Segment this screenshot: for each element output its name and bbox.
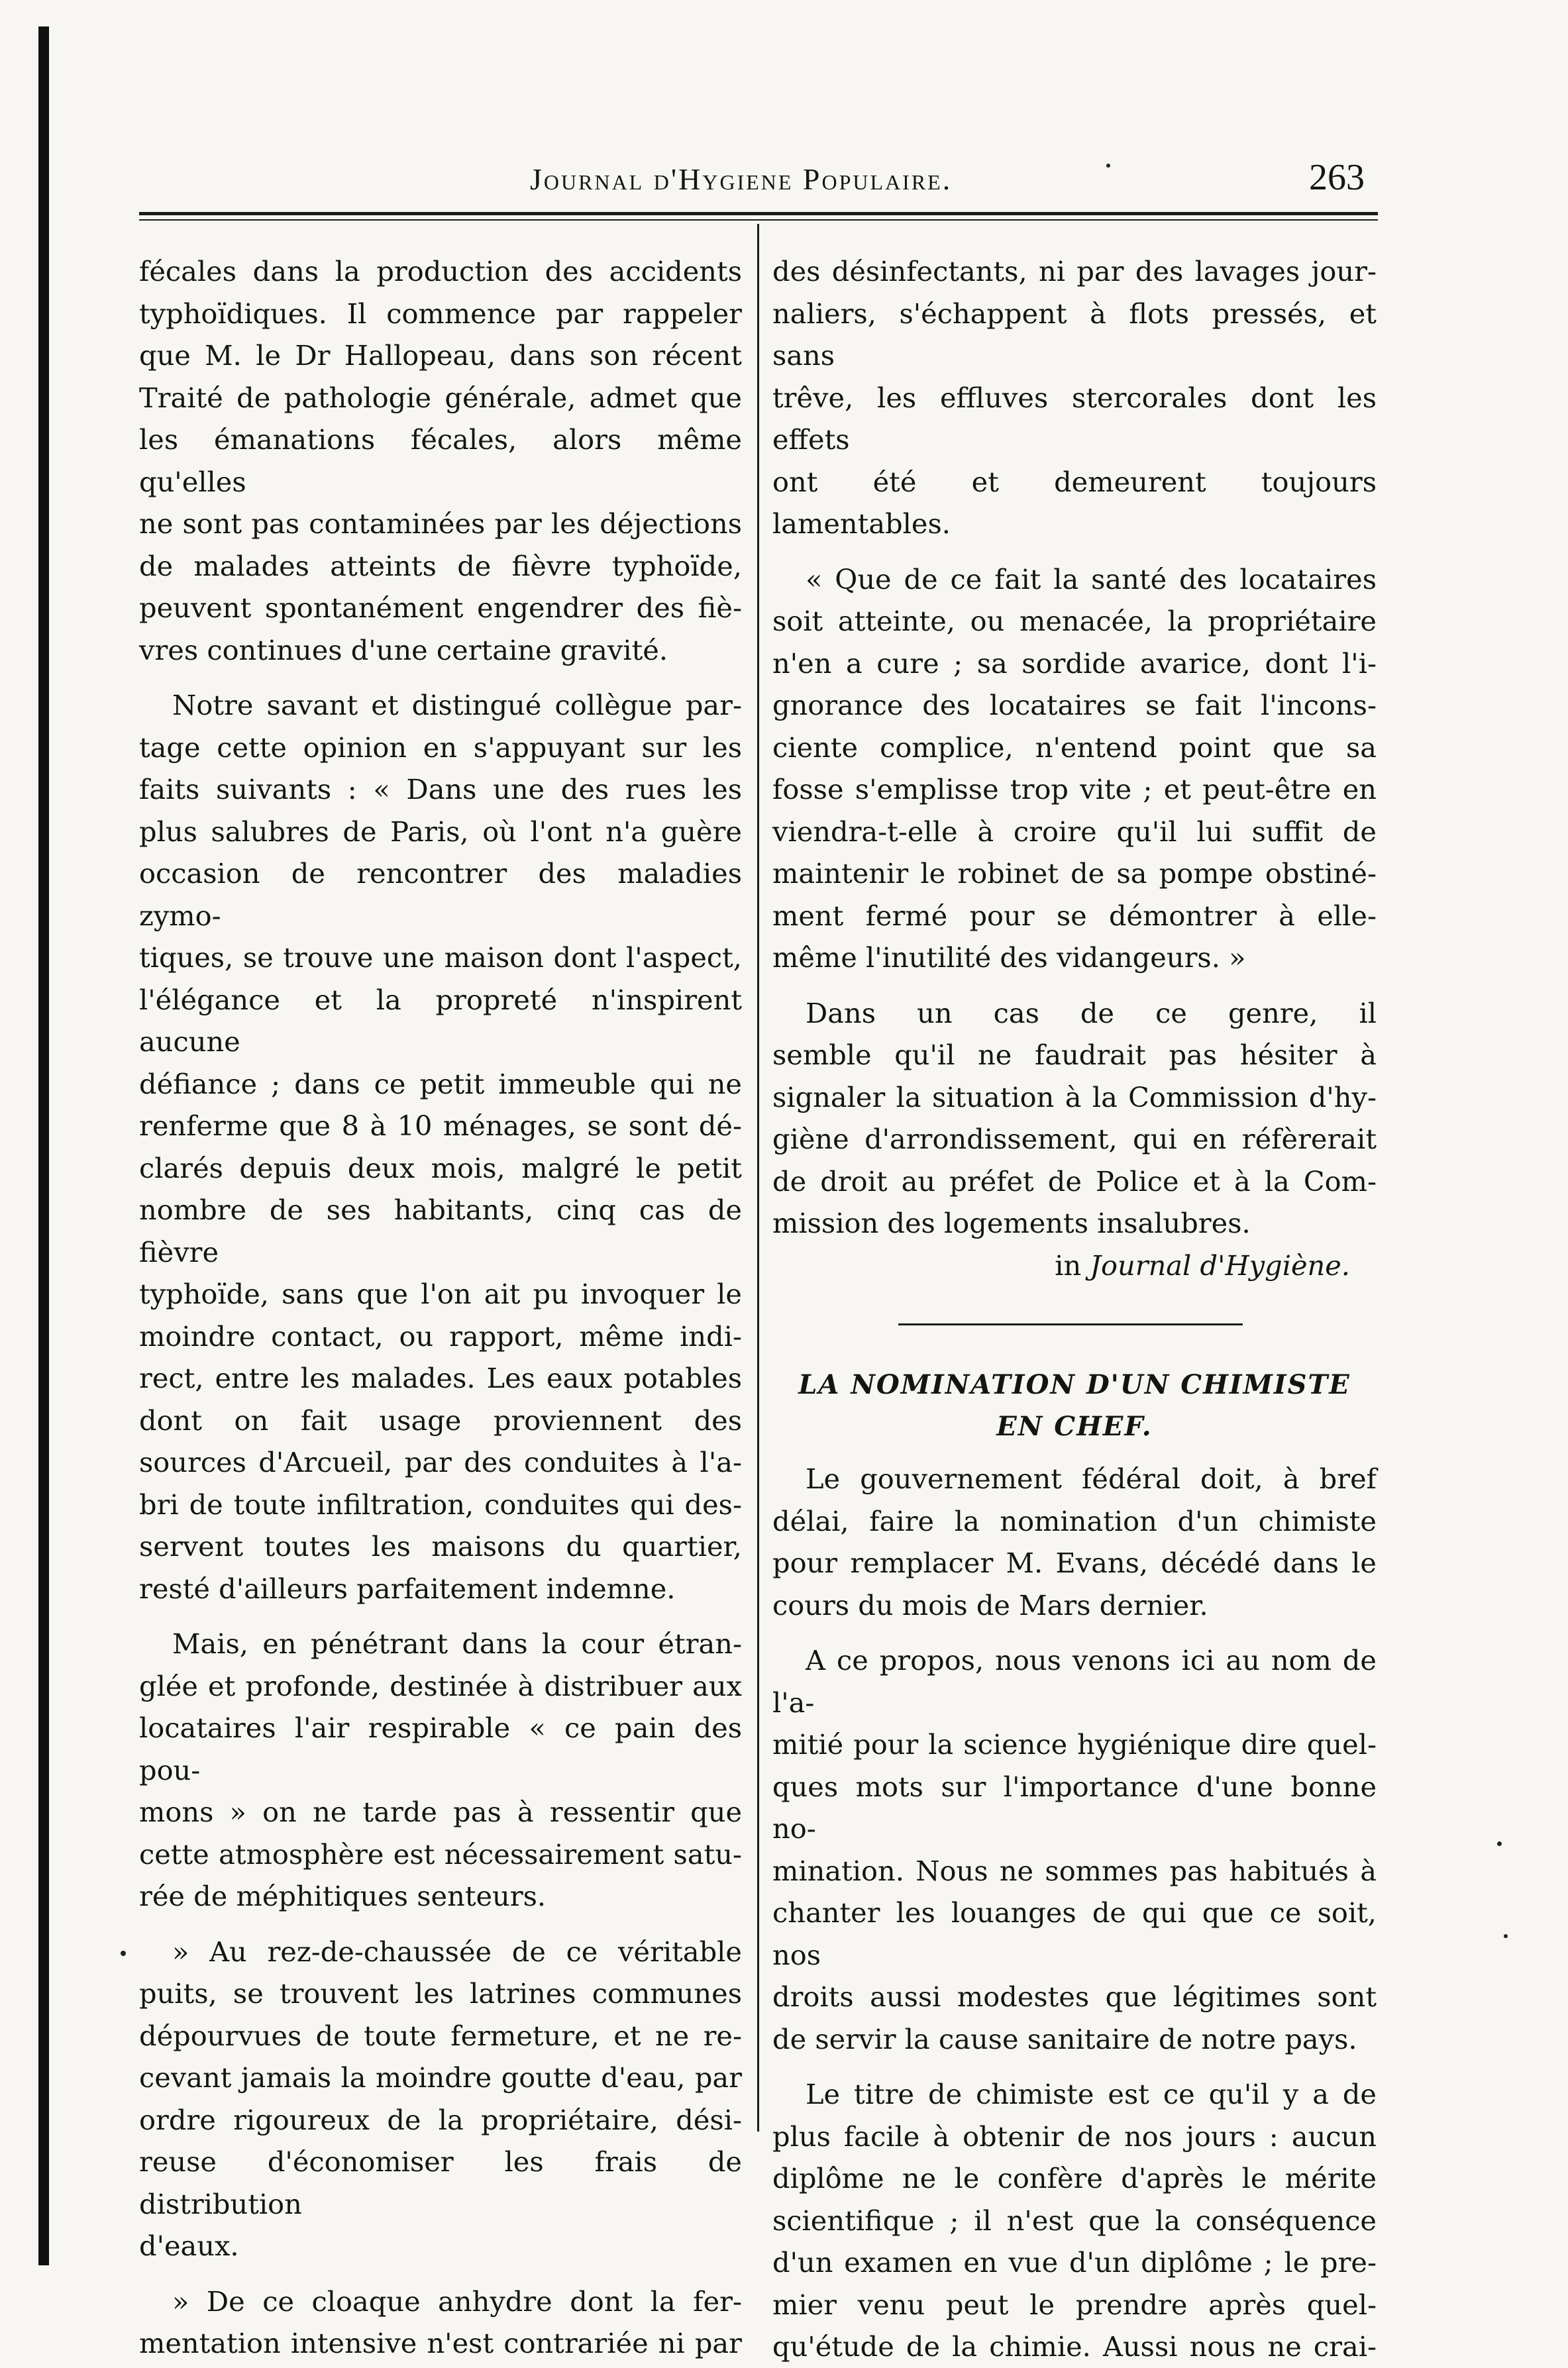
text-line: nombre de ses habitants, cinq cas de fièvre [139,1194,742,1268]
text-line: » De ce cloaque anhydre dont la fer- [172,2285,742,2318]
paragraph [139,1931,742,2267]
text-line: mination. Nous ne sommes pas habitués à [772,1854,1377,1887]
header-rule-thin [139,219,1378,221]
source-prefix: in [1055,1249,1090,1282]
text-line: Mais, en pénétrant dans la cour étran- [172,1627,742,1660]
text-line: puits, se trouvent les latrines communes [139,1977,742,2010]
text-line: des désinfectants, ni par des lavages jour- [772,255,1377,287]
page-header [139,156,1378,203]
text-line: typhoïdiques. Il commence par rappeler [139,297,742,330]
binding-edge [38,26,49,2265]
text-line: chanter les louanges de qui que ce soit, nos [772,1896,1377,1971]
text-line: Le titre de chimiste est ce qu'il y a de [806,2078,1377,2110]
article-body [772,1458,1377,2368]
margin-speck [1497,1841,1502,1846]
paragraph [772,558,1377,979]
source-journal-title: Journal d'Hygiène. [1090,1249,1350,1282]
text-line: même l'inutilité des vidangeurs. » [772,941,1246,974]
text-line: servent toutes les maisons du quartier, [139,1530,742,1563]
text-line: renferme que 8 à 10 ménages, se sont dé- [139,1109,742,1142]
text-line: cette atmosphère est nécessairement satu- [139,1837,742,1871]
text-line: ont été et demeurent toujours lamentables. [772,465,1377,540]
text-line: tage cette opinion en s'appuyant sur les [139,731,742,764]
text-line: de servir la cause sanitaire de notre pays. [772,2022,1357,2055]
text-line: gnorance des locataires se fait l'incons- [772,689,1377,721]
text-line: ne sont pas contaminées par les déjections [139,507,742,540]
text-line: ques mots sur l'importance d'une bonne no- [772,1770,1377,1845]
text-line: typhoïde, sans que l'on ait pu invoquer le [139,1278,742,1310]
text-line: locataires l'air respirable « ce pain des pou- [139,1712,742,1786]
text-line: tiques, se trouve une maison dont l'aspect, [139,941,742,974]
paragraph [772,2073,1377,2368]
text-line: mons » on ne tarde pas à ressentir que [139,1796,742,1828]
article-separator [898,1323,1243,1325]
text-line: les émanations fécales, alors même qu'elles [139,423,742,498]
text-line: resté d'ailleurs parfaitement indemne. [139,1572,676,1605]
paragraph [772,250,1377,545]
text-line: ment fermé pour se démontrer à elle- [772,899,1377,932]
text-line: dépourvues de toute fermeture, et ne re- [139,2019,742,2052]
text-line: n'en a cure ; sa sordide avarice, dont l'i- [772,646,1377,680]
text-line: naliers, s'échappent à flots pressés, et sans [772,297,1377,372]
text-line: plus salubres de Paris, où l'ont n'a guère [139,815,742,848]
text-line: droits aussi modestes que légitimes sont [772,1981,1377,2013]
article-title-line-1: LA NOMINATION D'UN CHIMISTE [798,1369,1351,1400]
text-line: cevant jamais la moindre goutte d'eau, par [139,2061,742,2094]
margin-speck [121,1951,126,1956]
text-line: vres continues d'une certaine gravité. [139,633,668,666]
text-line: rect, entre les malades. Les eaux potables [139,1362,742,1394]
running-title: Journal d'Hygiene Populaire. [530,162,953,196]
margin-speck [1106,164,1110,168]
text-line: Le gouvernement fédéral doit, à bref [806,1463,1377,1495]
column-divider [757,224,759,2132]
text-line: de droit au préfet de Police et à la Com- [772,1164,1377,1198]
right-column-continuation [772,250,1377,1245]
text-line: « Que de ce fait la santé des locataires [806,562,1377,595]
text-line: signaler la situation à la Commission d'hy- [772,1080,1377,1113]
text-line: Notre savant et distingué collègue par- [172,689,742,721]
text-line: scientifique ; il n'est que la conséquence [772,2204,1377,2237]
paragraph [772,1458,1377,1626]
text-line: A ce propos, nous venons ici au nom de l'a- [772,1644,1377,1719]
margin-speck [1504,1934,1508,1938]
text-line: bri de toute infiltration, conduites qui des- [139,1488,742,1521]
article-title-line-2: EN CHEF. [996,1411,1153,1442]
text-line: reuse d'économiser les frais de distribution [139,2145,742,2220]
text-line: plus facile à obtenir de nos jours : aucun [772,2120,1377,2153]
text-line: Traité de pathologie générale, admet que [139,381,742,414]
paragraph [772,992,1377,1245]
text-line: sources d'Arcueil, par des conduites à l'a- [139,1446,742,1478]
text-line: faits suivants : « Dans une des rues les [139,773,742,805]
text-line: d'un examen en vue d'un diplôme ; le pre- [772,2246,1377,2279]
text-line: Dans un cas de ce genre, il [806,996,1377,1029]
paragraph [139,684,742,1610]
text-line: défiance ; dans ce petit immeuble qui ne [139,1067,742,1100]
text-line: de malades atteints de fièvre typhoïde, [139,549,742,582]
text-line: occasion de rencontrer des maladies zymo- [139,857,742,932]
paragraph [139,2281,742,2365]
text-line: moindre contact, ou rapport, même indi- [139,1319,742,1353]
text-line: d'eaux. [139,2230,239,2262]
paragraph [139,1623,742,1918]
text-line: clarés depuis deux mois, malgré le petit [139,1151,742,1184]
text-line: fosse s'emplisse trop vite ; et peut-être en [772,773,1377,805]
text-line: pour remplacer M. Evans, décédé dans le [772,1547,1377,1579]
text-line: rée de méphitiques senteurs. [139,1880,547,1912]
text-line: cours du mois de Mars dernier. [772,1588,1208,1622]
text-line: mier venu peut le prendre après quel- [772,2288,1377,2321]
page-number: 263 [1309,157,1365,198]
text-line: fécales dans la production des accidents [139,255,742,287]
source-attribution [772,1245,1377,1287]
text-line: soit atteinte, ou menacée, la propriétaire [772,605,1377,637]
left-column [139,250,742,2365]
text-line: maintenir le robinet de sa pompe obstiné- [772,857,1377,890]
text-line: ciente complice, n'entend point que sa [772,731,1377,764]
text-line: dont on fait usage proviennent des [139,1404,742,1437]
text-line: giène d'arrondissement, qui en réfèrerait [772,1123,1377,1155]
right-column [772,250,1377,2368]
text-line: diplôme ne le confère d'après le mérite [772,2162,1377,2194]
header-rule-thick [139,212,1378,215]
paragraph [139,250,742,671]
text-line: l'élégance et la propreté n'inspirent aucune [139,983,742,1058]
text-line: glée et profonde, destinée à distribuer aux [139,1669,742,1702]
text-line: mission des logements insalubres. [772,1207,1251,1239]
text-line: ordre rigoureux de la propriétaire, dési- [139,2103,742,2136]
text-line: délai, faire la nomination d'un chimiste [772,1504,1377,1537]
text-line: mitié pour la science hygiénique dire quel- [772,1728,1377,1761]
text-line: mentation intensive n'est contrariée ni par [139,2327,742,2359]
text-line: peuvent spontanément engendrer des fiè- [139,592,742,624]
text-line: viendra-t-elle à croire qu'il lui suffit de [772,815,1377,848]
text-line: que M. le Dr Hallopeau, dans son récent [139,339,742,372]
text-line: semble qu'il ne faudrait pas hésiter à [772,1039,1377,1071]
text-line: trêve, les effluves stercorales dont les effets [772,381,1377,456]
text-line: qu'étude de la chimie. Aussi nous ne crai- [772,2330,1377,2363]
paragraph [772,1639,1377,2060]
text-line: » Au rez-de-chaussée de ce véritable [172,1935,742,1968]
article-title [772,1364,1377,1447]
